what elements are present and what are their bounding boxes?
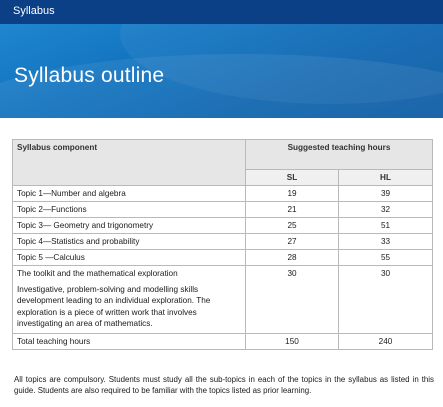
table-row bbox=[13, 234, 433, 250]
row-hl: 55 bbox=[339, 250, 433, 266]
table-row bbox=[13, 202, 433, 218]
row-sl: 25 bbox=[246, 218, 339, 234]
row-hl: 51 bbox=[339, 218, 433, 234]
toolkit-title: The toolkit and the mathematical exploration bbox=[17, 269, 178, 278]
header-hours: Suggested teaching hours bbox=[246, 140, 433, 170]
row-component: Topic 3— Geometry and trigonometry bbox=[13, 218, 246, 234]
table-row bbox=[13, 186, 433, 202]
header-sl: SL bbox=[246, 170, 339, 186]
row-hl: 30 bbox=[339, 266, 433, 334]
row-component-toolkit bbox=[13, 266, 246, 334]
row-hl: 32 bbox=[339, 202, 433, 218]
syllabus-table bbox=[12, 139, 433, 350]
total-sl: 150 bbox=[246, 333, 339, 349]
section-label: Syllabus bbox=[13, 5, 55, 17]
total-label: Total teaching hours bbox=[13, 333, 246, 349]
row-sl: 19 bbox=[246, 186, 339, 202]
row-sl: 21 bbox=[246, 202, 339, 218]
total-row bbox=[13, 333, 433, 349]
table-row bbox=[13, 250, 433, 266]
row-component: Topic 5 —Calculus bbox=[13, 250, 246, 266]
toolkit-description: Investigative, problem-solving and modelling skills development leading to an individual exploration. The exploration is a piece of written work that involves investigating an area of mathematics. bbox=[17, 285, 211, 329]
header-component: Syllabus component bbox=[13, 140, 246, 186]
row-sl: 27 bbox=[246, 234, 339, 250]
top-bar bbox=[0, 0, 443, 24]
total-hl: 240 bbox=[339, 333, 433, 349]
row-component: Topic 4—Statistics and probability bbox=[13, 234, 246, 250]
row-hl: 33 bbox=[339, 234, 433, 250]
page-title: Syllabus outline bbox=[14, 64, 165, 87]
footer-note: All topics are compulsory. Students must study all the sub-topics in each of the topics in the syllabus as listed in this guide. Students are also required to be familiar with the topics listed as prior learning. bbox=[14, 375, 434, 396]
row-sl: 28 bbox=[246, 250, 339, 266]
row-component: Topic 1—Number and algebra bbox=[13, 186, 246, 202]
table-row bbox=[13, 218, 433, 234]
title-banner bbox=[0, 24, 443, 118]
row-component: Topic 2—Functions bbox=[13, 202, 246, 218]
row-sl: 30 bbox=[246, 266, 339, 334]
header-hl: HL bbox=[339, 170, 433, 186]
table-row bbox=[13, 266, 433, 334]
row-hl: 39 bbox=[339, 186, 433, 202]
